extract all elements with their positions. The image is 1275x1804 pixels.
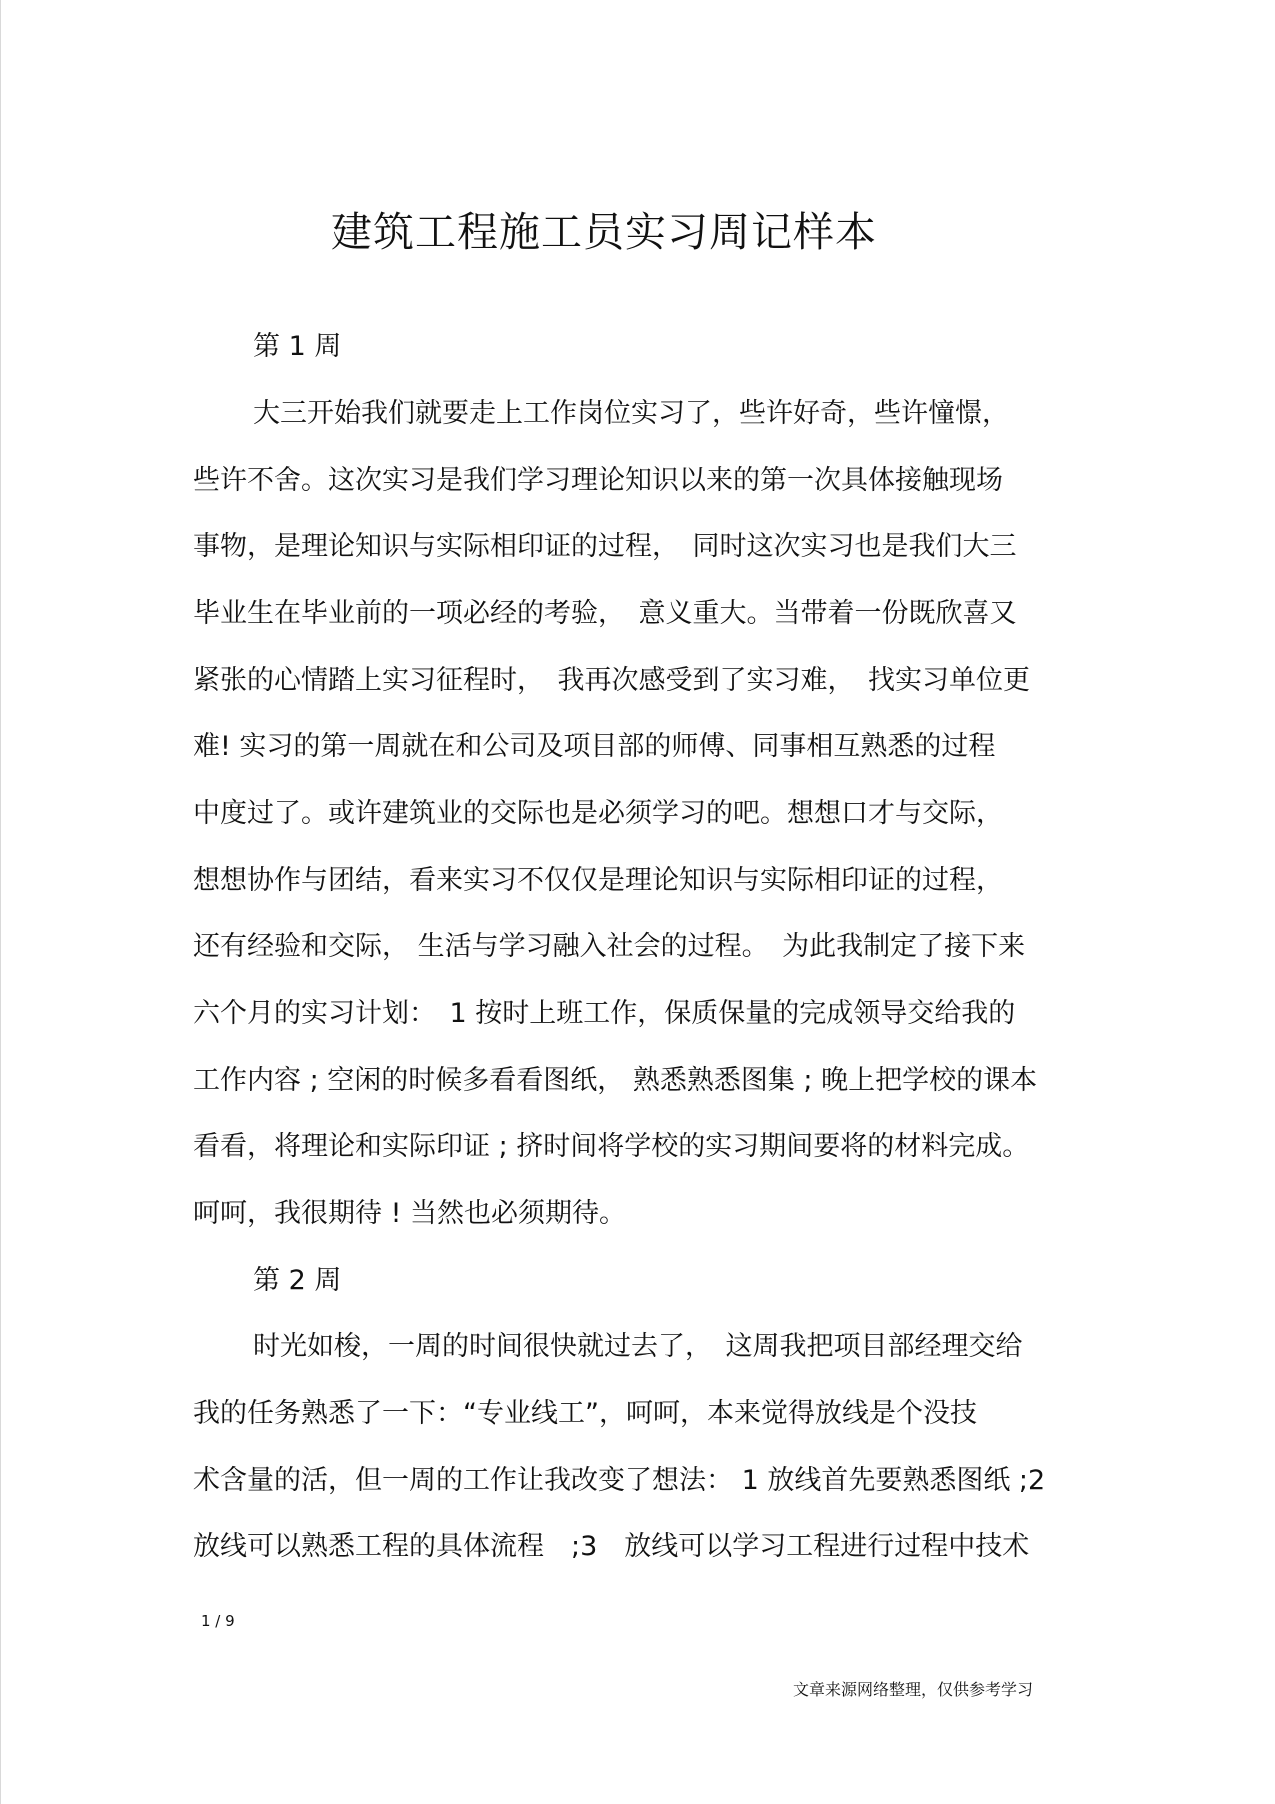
week-1-paragraph-line: 想想协作与团结，看来实习不仅仅是理论知识与实际相印证的过程， — [193, 865, 1003, 896]
week-2-paragraph-line: 我的任务熟悉了一下：“专业线工”，呵呵，本来觉得放线是个没技 — [193, 1398, 977, 1429]
week-1-heading: 第 1 周 — [253, 331, 342, 362]
week-1-paragraph-line: 紧张的心情踏上实习征程时， 我再次感受到了实习难， 找实习单位更 — [193, 665, 1030, 696]
week-1-paragraph-line: 些许不舍。这次实习是我们学习理论知识以来的第一次具体接触现场 — [193, 465, 1003, 496]
week-2-paragraph-line: 术含量的活，但一周的工作让我改变了想法： 1 放线首先要熟悉图纸 ;2 — [193, 1465, 1046, 1496]
page-number: 1 / 9 — [201, 1612, 235, 1630]
document-title: 建筑工程施工员实习周记样本 — [331, 208, 877, 256]
source-note: 文章来源网络整理，仅供参考学习 — [793, 1680, 1034, 1699]
week-1-paragraph-line: 工作内容 ; 空闲的时候多看看图纸， 熟悉熟悉图集 ; 晚上把学校的课本 — [193, 1065, 1038, 1096]
week-1-paragraph-line: 事物，是理论知识与实际相印证的过程， 同时这次实习也是我们大三 — [193, 531, 1017, 562]
week-2-paragraph-line: 放线可以熟悉工程的具体流程 ;3 放线可以学习工程进行过程中技术 — [193, 1531, 1030, 1562]
week-1-paragraph-line: 中度过了。或许建筑业的交际也是必须学习的吧。想想口才与交际， — [193, 798, 1003, 829]
week-1-paragraph-line: 呵呵，我很期待 ! 当然也必须期待。 — [193, 1198, 626, 1229]
week-2-paragraph-line: 时光如梭，一周的时间很快就过去了， 这周我把项目部经理交给 — [253, 1331, 1023, 1362]
week-1-paragraph-line: 看看，将理论和实际印证 ; 挤时间将学校的实习期间要将的材料完成。 — [193, 1131, 1030, 1162]
week-1-paragraph-line: 难! 实习的第一周就在和公司及项目部的师傅、同事相互熟悉的过程 — [193, 731, 996, 762]
week-1-paragraph-line: 毕业生在毕业前的一项必经的考验， 意义重大。当带着一份既欣喜又 — [193, 598, 1017, 629]
week-1-paragraph-line: 六个月的实习计划： 1 按时上班工作，保质保量的完成领导交给我的 — [193, 998, 1016, 1029]
week-2-heading: 第 2 周 — [253, 1265, 342, 1296]
week-1-paragraph-line: 还有经验和交际， 生活与学习融入社会的过程。 为此我制定了接下来 — [193, 931, 1026, 962]
week-1-paragraph-line: 大三开始我们就要走上工作岗位实习了，些许好奇，些许憧憬， — [253, 398, 1009, 429]
